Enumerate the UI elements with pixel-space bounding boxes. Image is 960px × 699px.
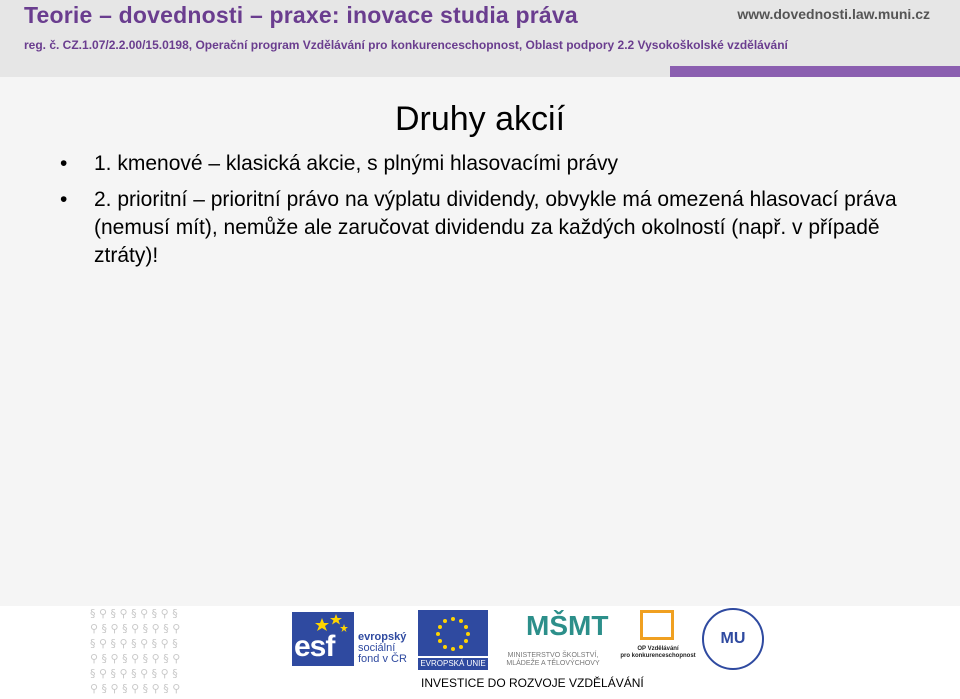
list-item (60, 150, 920, 178)
bullet-list (60, 150, 920, 278)
esf-letters: esf (294, 630, 335, 663)
header-url-link[interactable]: www.dovednosti.law.muni.cz (737, 6, 930, 22)
slide-title: Druhy akcií (394, 100, 566, 138)
footer-tagline: INVESTICE DO ROZVOJE VZDĚLÁVÁNÍ (421, 676, 644, 690)
esf-mark (292, 612, 354, 666)
list-item (60, 186, 920, 270)
msmt-mark: MŠMT (526, 610, 609, 641)
mu-seal-logo (702, 608, 764, 670)
bullet-icon: • (60, 188, 68, 211)
section-sign-pattern-icon: § ⚲ § ⚲ § ⚲ § ⚲ § ⚲ § ⚲ § ⚲ § ⚲ § ⚲ § ⚲ § ⚲ § ⚲ § ⚲ § ⚲ § ⚲ § ⚲ § ⚲ § ⚲ § ⚲ § ⚲ § ⚲ § ⚲ § ⚲ § ⚲ § ⚲ § ⚲ § ⚲ (90, 607, 181, 695)
bullet-text: 1. kmenové – klasická akcie, s plnými hlasovacími právy (94, 152, 619, 175)
header-accent-bar (670, 66, 960, 77)
eu-logo (418, 610, 488, 672)
header-title: Teorie – dovednosti – praxe: inovace studia práva (24, 2, 578, 28)
eu-stars-flag-icon (418, 610, 488, 656)
op-mark-icon (640, 610, 674, 640)
bullet-icon: • (60, 152, 68, 175)
eu-label: EVROPSKÁ UNIE (418, 658, 488, 670)
msmt-text: MINISTERSTVO ŠKOLSTVÍ, MLÁDEŽE A TĚLOVÝCHOVY (506, 652, 600, 667)
header-registration: reg. č. CZ.1.07/2.2.00/15.0198, Operační program Vzdělávání pro konkurenceschopnost, Oblast podpory 2.2 Vysokoškolské vzdělávání (24, 38, 788, 52)
op-logo (618, 608, 698, 670)
esf-logo (292, 612, 410, 670)
mu-mark: MU (720, 630, 746, 647)
msmt-logo (498, 610, 608, 670)
op-text: OP Vzdělávání pro konkurenceschopnost (620, 646, 696, 659)
esf-text: evropský sociální fond v ČR (358, 631, 407, 665)
bullet-text: 2. prioritní – prioritní právo na výplatu dividendy, obvykle má omezená hlasovací práva (nemusí mít), nemůže ale zaručovat dividendu za každých okolností (např. v případě ztráty)! (94, 188, 897, 267)
